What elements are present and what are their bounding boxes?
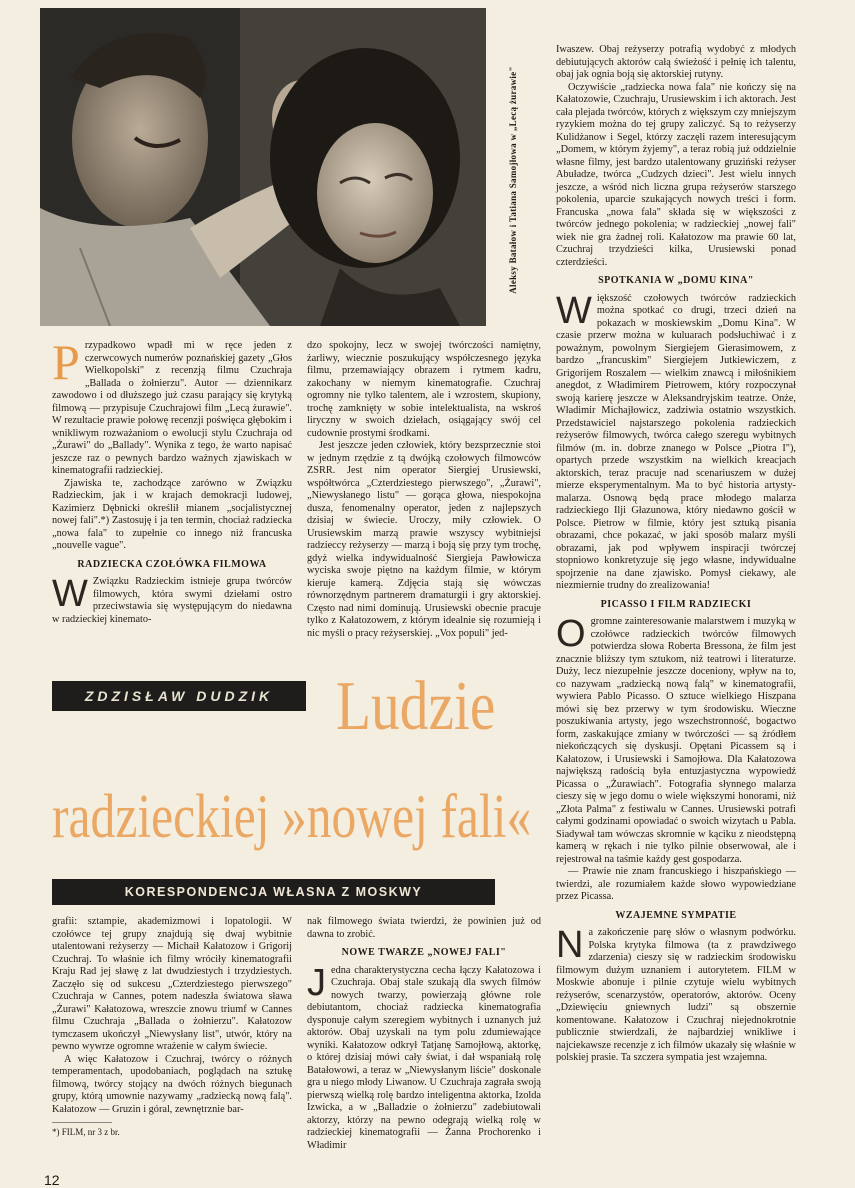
drop-cap: O (556, 613, 586, 655)
lower-column-1: grafii: sztampie, akademizmowi i lopatologii. W czołówce tej grupy znajdują się dwaj wybitnie utalentowani reżyserzy — Michaił Kałatozow i Grigorij Czuchraj. To właśnie ich filmy wróciły kinematografii Kraju Rad jej sławę z lat dwudziestych i trzydziestych. Zaczęło się od sukcesu „Czterdziestego pierwszego" Czuchraja w Cannes, potem nadeszła światowa sława „Żurawi" Kałatozowa, wreszcie znowu triumf w Cannes filmu Czuchraja „Ballada o żołnierzu". Kałatozow tymczasem ukończył „Niewysłany list", utwór, który na pewno wywrze ogromne wrażenie w całym świecie. A więc Kałatozow i Czuchraj, twórcy o różnych temperamentach, upodobaniach, poglądach na sztukę filmową, twórcy stojący na dwóch różnych biegunach grupy, którą umownie nazywamy „radziecką nową falą". Kałatozow — Gruzin i góral, zewnętrznie bar- *) FILM, nr 3 z br. (52, 916, 292, 1137)
film-still-photo (40, 8, 486, 326)
photo-caption: Aleksy Batałow i Tatiana Samojłowa w „Lecą żurawie" (508, 66, 518, 294)
section-heading: WZAJEMNE SYMPATIE (615, 909, 737, 921)
section-heading: NOWE TWARZE „NOWEJ FALI" (341, 947, 507, 958)
column-3: Iwaszew. Obaj reżyserzy potrafią wydobyć z młodych debiutujących aktorów całą świeżość i pełnię ich talentu, obaj jak ognia boją się aktorskiej rutyny. Oczywiście „radziecka nowa fala" nie kończy się na Kałatozowie, Czuchraju, Urusiewskim i ich aktorach. Jest cała plejada twórców, których z większym czy mniejszym ryzykiem można do tej grupy zaliczyć. Są to reżyserzy Kulidżanow i Segel, którzy zaczęli razem interesującym „Domem, w którym żyjemy", a teraz robią już oddzielnie własne filmy, jest bardzo utalentowany gruziński reżyser Abuładze, twórca „Cudzych dzieci". Jest wielu innych jeszcze, a wśród nich liczna grupa reżyserów starszego pokolenia, uparcie szukających nowych treści i form. Francuska „nowa fala" składa się w większości z twórców jednego pokolenia; w radzieckiej „nowej fali" wiek nie gra żadnej roli. Kałatozow ma prawie 60 lat, Czuchraj trzydzieści kilka, Urusiewski ponad czterdzieści. SPOTKANIA W „DOMU KINA" Większość czołowych twórców radzieckich można spotkać co drugi, trzeci dzień na pokazach w moskiewskim „Domu Kina". W czasie przerw można w kuluarach podsłuchiwać i z poważnym, powolnym Siergiejem Gierasimowem, z bardzo „francuskim" Siergiejem Jutkiewiczem, z Grigorijem Roszalem — wielkim znawcą i miłośnikiem anegdot, z Władimirem Pietrowem, który rozpoczynał swoją karierę jeszcze w Aleksandryjskim teatrze. Onże, Władimir Michajłowicz, zadziwia ostatnio wszystkich. Przedstawiciel najstarszego pokolenia radzieckich reżyserów filmowych, twórca całego szeregu wybitnych filmów (m. in. dobrze znanego w Polsce „Piotra I"), opartych przede wszystkim na wielkich kreacjach aktorskich, teraz pracuje nad scenariuszem w dużej mierze eksperymentalnym. Ma to być historia artysty-malarza. Osnową będą prace młodego malarza radzieckiego Ilji Głazunowa, który niedawno gościł w Polsce. Pietrow w filmie, który jest sztuką pisania obrazami, chce pokazać, w jaki sposób malarz myśli obrazami, jak pod wpływem inspiracji twórczej stopniowo konkretyzuje się jego własne, indywidualne spojrzenie na dane zjawisko. Pomysł ciekawy, ale niezmiernie trudny do zrealizowania! PICASSO I FILM RADZIECKI Ogromne zainteresowanie malarstwem i muzyką w czołówce radzieckich twórców filmowych potwierdza słowa Roberta Bressona, że film jest znacznie bliższy tym sztukom, niż teatrowi i literaturze. Duży, lecz niezupełnie jeszcze doceniony, wpływ na to, co nazywam „radziecką nową falą" w kinematografii, wywiera Pablo Picasso. O sztuce wielkiego Hiszpana mówi się bez przerwy w tym środowisku. Wieczne poszukiwania artysty, jego wszechstronność, bogactwo form, zaskakujące zmiany w twórczości — są źródłem niekończących się dyskusji. Opętani Picassem są i Kałatozow, i Urusiewski i Samojłowa. Dla Kałatozowa największą radością była entuzjastyczna wypowiedź Picassa o „Żurawiach". Fotografia słynnego malarza cieszy się w jego domu o wiele większymi honorami, niż „Złota Palma" z festiwalu w Cannes. Urusiewski potrafi całymi godzinami opowiadać o swoich wizytach u Pabla. Siadywał tam wówczas skromnie w kąciku z nieodstępną kamerą w rękach i nie tylko pilnie obserwował, ale i rejestrował na taśmie każdy gest gospodarza. — Prawie nie znam francuskiego i hiszpańskiego — twierdzi, ale rozumiałem każde słowo wypowiedziane przez Picassa. WZAJEMNE SYMPATIE Na zakończenie parę słów o własnym podwórku. Polska krytyka filmowa (ta z prawdziwego zdarzenia) cieszy się w radzieckim środowisku filmowym dużym uznaniem i autorytetem. FILM w Moskwie abonuje i pilnie czytuje wielu wybitnych reżyserów, scenarzystów, operatorów, aktorów. Oceny „Dziewięciu gniewnych ludzi" są obszernie komentowane. Kałatozow i Czuchraj niejednokrotnie publicznie stwierdzali, że najbardziej wnikliwe i najciekawsze recenzje z ich filmów ukazały się właśnie w polskiej prasie. Ta szczera sympatia jest wzajemna. (556, 44, 796, 1063)
author-band: ZDZISŁAW DUDZIK (52, 681, 306, 711)
section-heading: RADZIECKA CZOŁÓWKA FILMOWA (77, 558, 267, 570)
column-2: dzo spokojny, lecz w swojej twórczości namiętny, żarliwy, wiecznie poszukujący współczesnego języka filmu, przemawiający obrazem i rytmem kadru, zakochany w niemym kinematografie. Czuchraj ogromny nie tylko talentem, ale i wzrostem, skupiony, trochę zamknięty w sobie intelektualista, na wskroś liryczny w swoich dziełach, osiągający swój cel cudownie prostymi środkami. Jest jeszcze jeden człowiek, który bezsprzecznie stoi w jednym rzędzie z tą dwójką czołowych filmowców ZSRR. Jest nim operator Siergiej Urusiewski, współtwórca „Czterdziestego pierwszego", „Żurawi", „Niewysłanego listu" — gorąca głowa, niespokojna dusza, fenomenalny operator, jeden z najlepszych dzisiaj w świecie. Uroczy, miły człowiek. O Urusiewskim marzą prawie wszyscy wybitniejsi radzieccy reżyserzy — marzą i boją się przy tym trochę, gdyż wielka indywidualność Siergieja Pawłowicza wyciska swoje piętno na każdym filmie, w którym kieruje kamerą. Zdjęcia stają się wówczas równorzędnym partnerem dramaturgii i gry aktorskiej. Często nad nimi dominują. Urusiewski obecnie pracuje tylko z Kałatozowem, z którym idealnie się rozumieją i nic myśli o pracy reżyserskiej. „Vox populi" jed- (307, 340, 541, 639)
drop-cap: W (52, 573, 88, 615)
headline-line-1: Ludzie (336, 668, 496, 745)
headline-line-2: radzieckiej »nowej fali« (52, 783, 532, 851)
section-heading: SPOTKANIA W „DOMU KINA" (598, 275, 754, 286)
drop-cap: N (556, 924, 584, 966)
footnote-rule (52, 1122, 112, 1123)
column-1: Przypadkowo wpadł mi w ręce jeden z czerwcowych numerów poznańskiej gazety „Głos Wielkopolski" z recenzją filmu Czuchraja „Ballada o żołnierzu". Autor — dziennikarz zawodowo i od dłuższego już czasu parający się krytyką filmową — przypisuje Czuchrajowi film „Lecą żurawie". W rezultacie prawie połowę recenzji poświęca głębokim i wnikliwym rozważaniom o ewolucji stylu Czuchraja od „Żurawi" do „Ballady". Wynika z tego, że warto napisać jeszcze raz o pewnych bardzo ważnych zjawiskach w kinematografii radzieckiej. Zjawiska te, zachodzące zarówno w Związku Radzieckim, jak i w krajach demokracji ludowej, Kazimierz Dębnicki określił mianem „socjalistycznej nowej fali".*) Zastosuję i ja ten termin, chociaż radziecka „nowa fala" to zupełnie co innego niż francuska „nouvelle vague". RADZIECKA CZOŁÓWKA FILMOWA W Związku Radzieckim istnieje grupa twórców filmowych, która swymi dziełami ostro przeciwstawia się występującym do niedawna w radzieckiej kinemato- (52, 334, 292, 625)
section-heading: PICASSO I FILM RADZIECKI (600, 598, 752, 610)
page-number: 12 (44, 1172, 60, 1188)
subtitle-band: KORESPONDENCJA WŁASNA Z MOSKWY (52, 879, 495, 905)
drop-cap: P (52, 334, 80, 390)
footnote: *) FILM, nr 3 z br. (52, 1127, 120, 1137)
lower-column-2: nak filmowego świata twierdzi, że powinien już od dawna to zrobić. NOWE TWARZE „NOWEJ FALI" Jedna charakterystyczna cecha łączy Kałatozowa i Czuchraja. Obaj stale szukają dla swych filmów nowych twarzy, powierzają główne role debiutantom, chociaż radziecka kinematografia dysponuje całym szeregiem wybitnych i uznanych już aktorów. Obaj uzyskali na tym polu zdumiewające wyniki. Kałatozow odkrył Tatjanę Samojłową, aktorkę, o której dzisiaj mówi cały świat, i dał wspaniałą rolę Batałowowi, a teraz w „Niewysłanym liście" doskonale gra u niego młody Liwanow. U Czuchraja zagrała swoją pierwszą wielką rolę bardzo inteligentna aktorka, Izolda Izwicka, a w „Balladzie o żołnierzu" zadebiutowali aktorzy, którzy na pewno odegrają wielką rolę w radzieckiej kinematografii — Żanna Prochorenko i Władimir (307, 916, 541, 1151)
drop-cap: J (307, 961, 326, 1004)
drop-cap: W (556, 289, 592, 332)
